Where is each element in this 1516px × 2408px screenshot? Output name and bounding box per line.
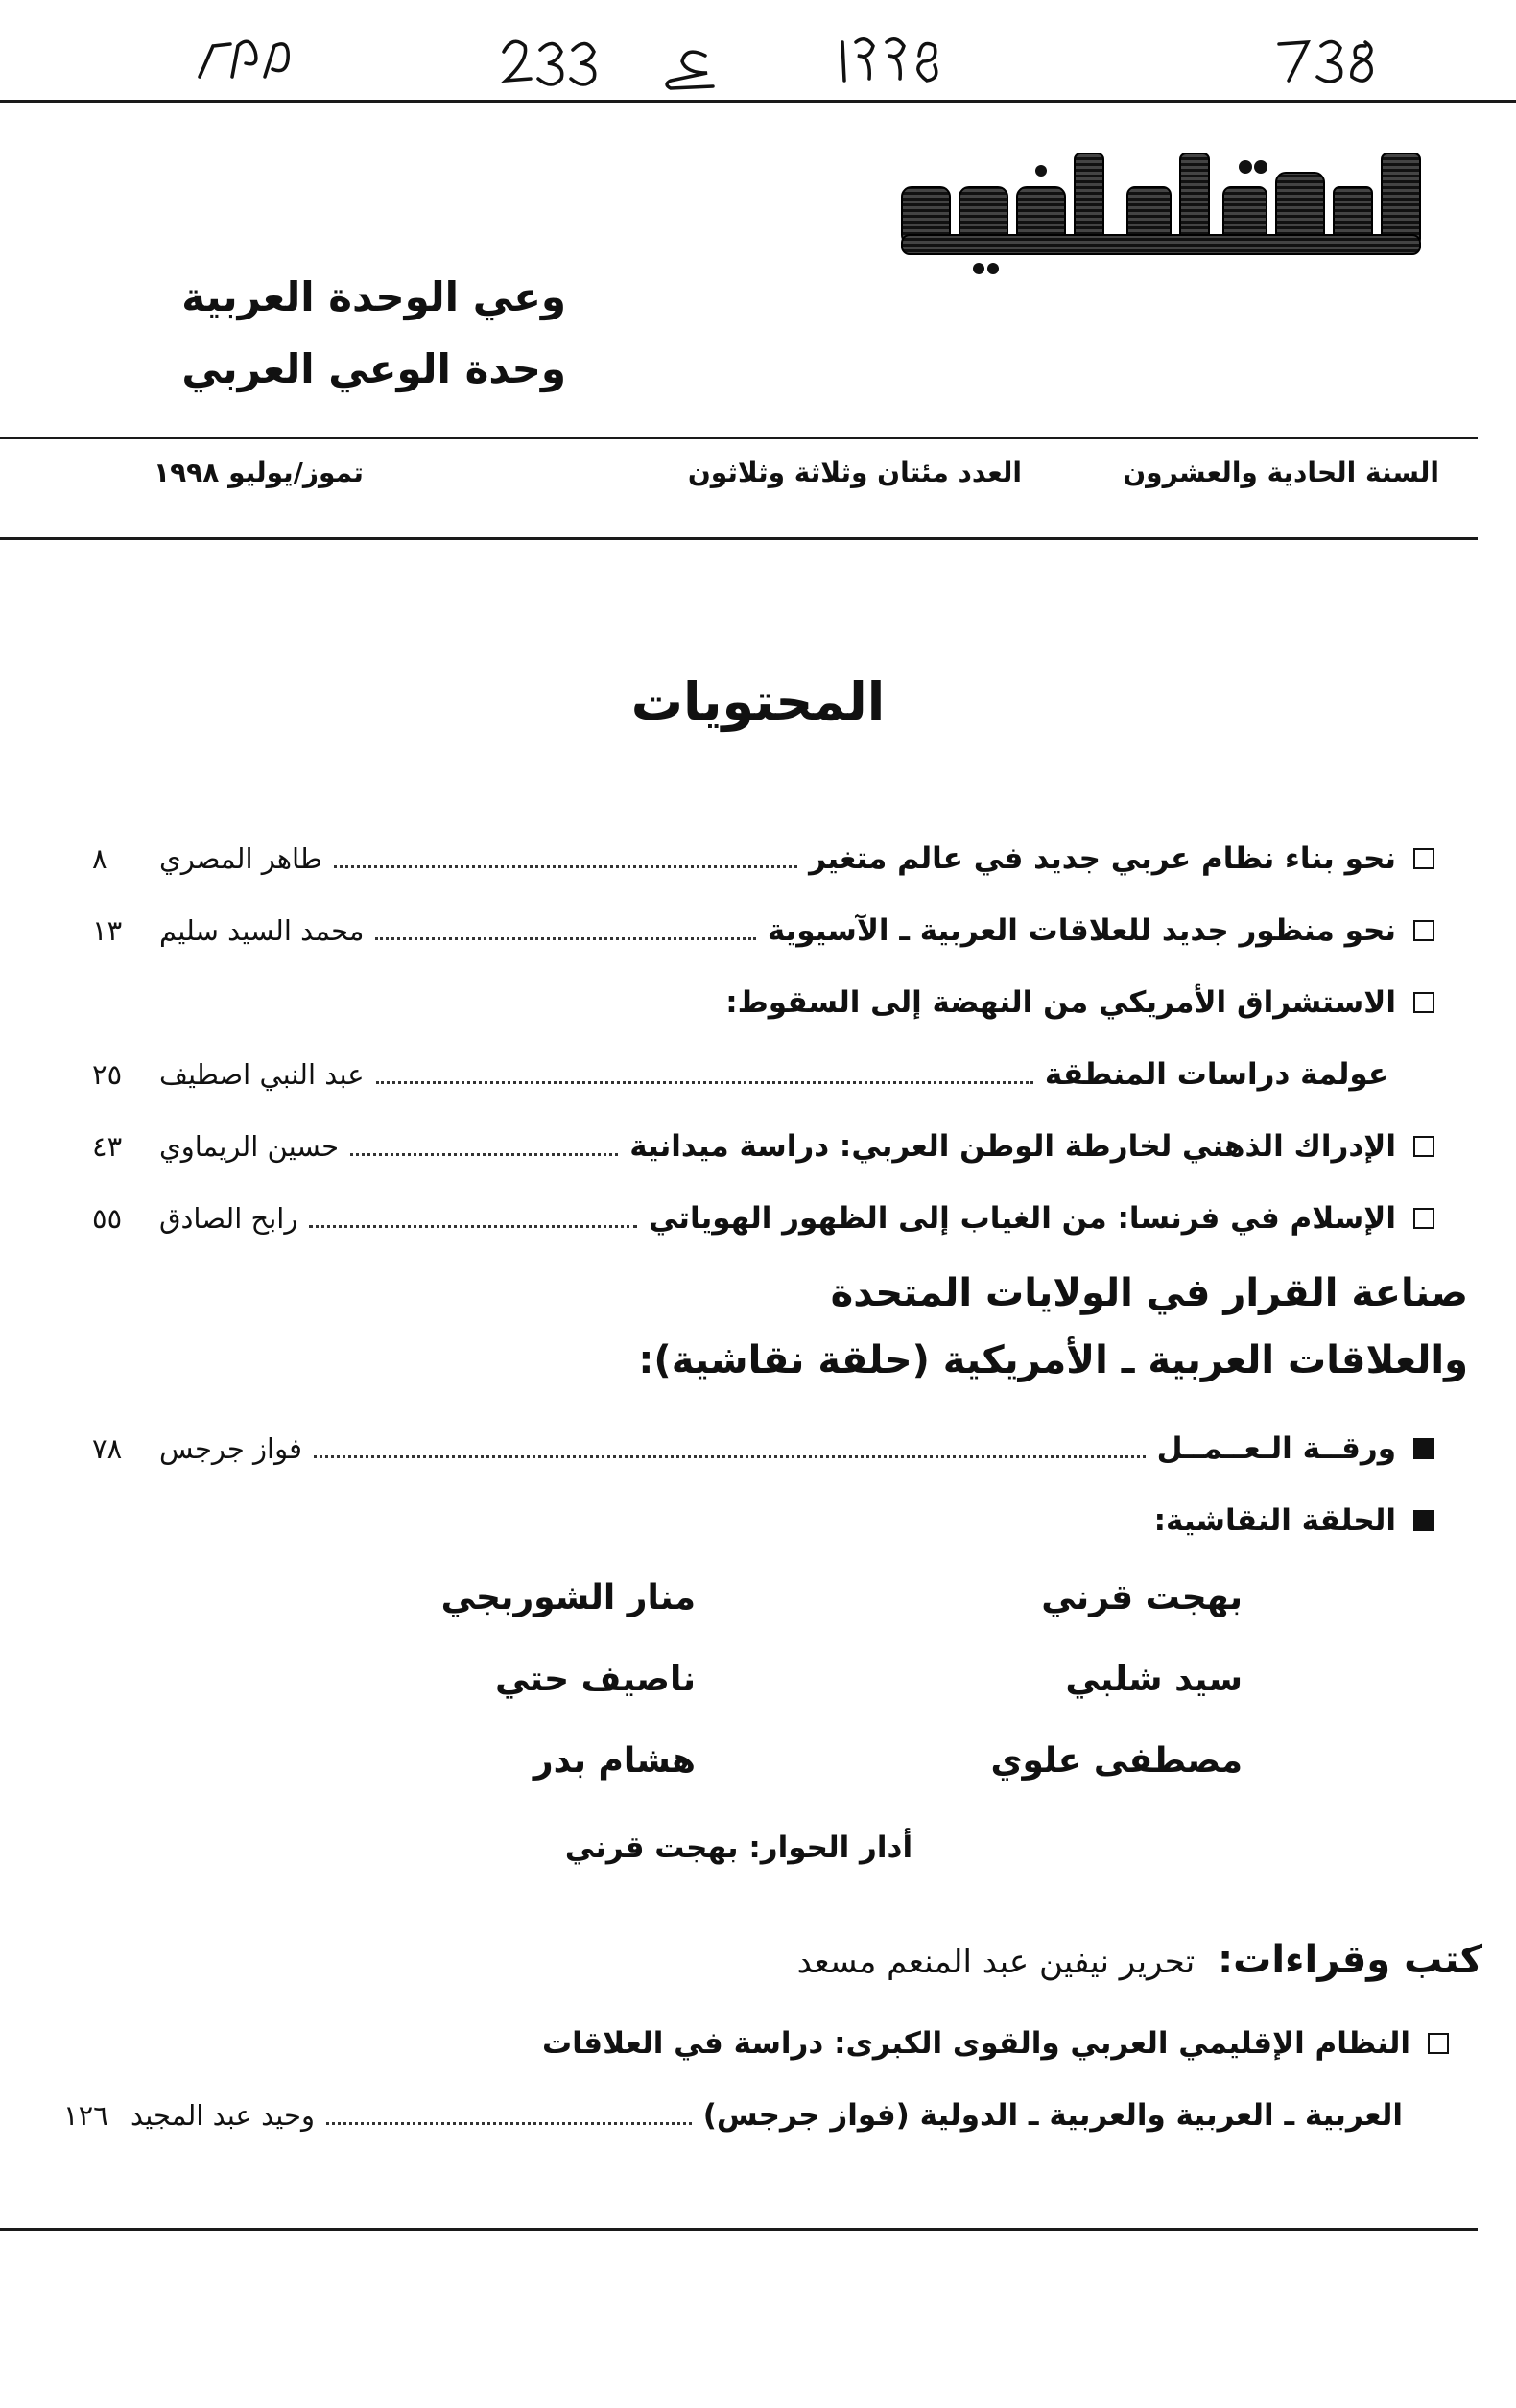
books-heading-label: كتب وقراءات:: [1218, 1938, 1482, 1982]
article-author: رابح الصادق: [159, 1202, 298, 1235]
participant-name: منار الشوربجي: [440, 1578, 696, 1617]
handwritten-1998-icon: [835, 17, 979, 104]
participant-name: بهجت قرني: [1041, 1578, 1243, 1617]
filled-square-icon: [1413, 1438, 1434, 1459]
leader-dots: [350, 1153, 618, 1156]
participant-name: سيد شلبي: [1065, 1660, 1243, 1699]
participant-name: مصطفى علوي: [990, 1741, 1243, 1781]
slogan-line-1: وعي الوحدة العربية: [181, 273, 566, 320]
handwritten-738-icon: [1271, 17, 1396, 104]
article-author: طاهر المصري: [159, 842, 322, 875]
handwritten-number-icon: [192, 17, 297, 104]
slogan-line-2: وحدة الوعي العربي: [181, 345, 566, 392]
participant-name: هشام بدر: [533, 1741, 696, 1781]
toc-entry: [86, 907, 1434, 955]
handwritten-right-number: [1271, 17, 1396, 104]
leader-dots: [309, 1225, 637, 1228]
issue-date: تموز/يوليو ١٩٩٨: [154, 457, 364, 488]
book-title-line-1: النظام الإقليمي العربي والقوى الكبرى: دراسة في العلاقات: [542, 2026, 1410, 2061]
issue-number: العدد مئتان وثلاثة وثلاثون: [687, 457, 1022, 488]
checkbox-icon: [1413, 848, 1434, 869]
handwritten-issue-number: [494, 17, 609, 104]
handwritten-annotation-left: [192, 17, 297, 104]
leader-dots: [334, 865, 797, 868]
article-author: عبد النبي اصطيف: [159, 1058, 365, 1091]
top-rule: [0, 100, 1516, 103]
leader-dots: [314, 1455, 1146, 1458]
article-page: ٥٥: [92, 1202, 123, 1235]
article-title: الاستشراق الأمريكي من النهضة إلى السقوط:: [725, 985, 1396, 1020]
panel-heading-2: والعلاقات العربية ـ الأمريكية (حلقة نقاشية):: [638, 1338, 1468, 1382]
toc-entry: [86, 1051, 1434, 1098]
toc-entry: [86, 979, 1434, 1027]
article-page: ٧٨: [92, 1432, 123, 1465]
article-title: نحو منظور جديد للعلاقات العربية ـ الآسيوية: [767, 913, 1396, 948]
participant-name: ناصيف حتي: [495, 1660, 696, 1699]
article-title: الإدراك الذهني لخارطة الوطن العربي: دراسة ميدانية: [629, 1129, 1396, 1164]
article-page: ٤٣: [92, 1130, 123, 1163]
article-author: محمد السيد سليم: [159, 914, 365, 947]
panel-heading-1: صناعة القرار في الولايات المتحدة: [830, 1271, 1468, 1315]
leader-dots: [376, 1081, 1033, 1084]
discussion-label: الحلقة النقاشية:: [1153, 1503, 1396, 1538]
handwritten-year: [835, 17, 979, 104]
handwritten-ain-icon: [657, 17, 724, 104]
toc-entry-working-paper: [86, 1425, 1434, 1473]
article-author: فواز جرجس: [159, 1432, 302, 1465]
masthead-logo: [883, 134, 1458, 278]
books-editor: تحرير نيفين عبد المنعم مسعد: [796, 1943, 1196, 1981]
moderator-line: أدار الحوار: بهجت قرني: [564, 1830, 913, 1865]
article-page: ١٣: [92, 914, 123, 947]
masthead-rule: [0, 437, 1478, 439]
toc-entry-discussion: [86, 1497, 1434, 1545]
books-heading: [797, 1938, 1482, 1982]
handwritten-233-icon: [494, 17, 609, 104]
article-title: ورقــة الـعــمــل: [1156, 1431, 1396, 1466]
checkbox-icon: [1413, 920, 1434, 941]
leader-dots: [326, 2122, 692, 2125]
book-page: ١٢٦: [63, 2099, 108, 2132]
book-entry: [58, 2019, 1449, 2067]
leader-dots: [375, 937, 755, 940]
toc-entry: [86, 1194, 1434, 1242]
article-page: ٨: [92, 842, 107, 875]
logo-icon: [883, 134, 1458, 278]
book-author: وحيد عبد المجيد: [130, 2099, 315, 2132]
book-title-line-2: العربية ـ العربية والعربية ـ الدولية (فواز جرجس): [702, 2098, 1403, 2133]
meta-rule: [0, 537, 1478, 540]
toc-title: المحتويات: [630, 672, 886, 732]
handwritten-letter: [657, 17, 724, 104]
article-author: حسين الريماوي: [159, 1130, 340, 1163]
article-page: ٢٥: [92, 1058, 123, 1091]
checkbox-icon: [1428, 2033, 1449, 2054]
toc-entry: [86, 1122, 1434, 1170]
bottom-rule: [0, 2228, 1478, 2231]
checkbox-icon: [1413, 1136, 1434, 1157]
article-title: عولمة دراسات المنطقة: [1044, 1057, 1388, 1092]
book-entry-cont: [58, 2091, 1449, 2139]
issue-year: السنة الحادية والعشرون: [1123, 457, 1439, 488]
checkbox-icon: [1413, 1208, 1434, 1229]
article-title: نحو بناء نظام عربي جديد في عالم متغير: [809, 841, 1396, 876]
article-title: الإسلام في فرنسا: من الغياب إلى الظهور الهوياتي: [648, 1201, 1396, 1236]
filled-square-icon: [1413, 1510, 1434, 1531]
checkbox-icon: [1413, 992, 1434, 1013]
toc-entry: [86, 835, 1434, 883]
